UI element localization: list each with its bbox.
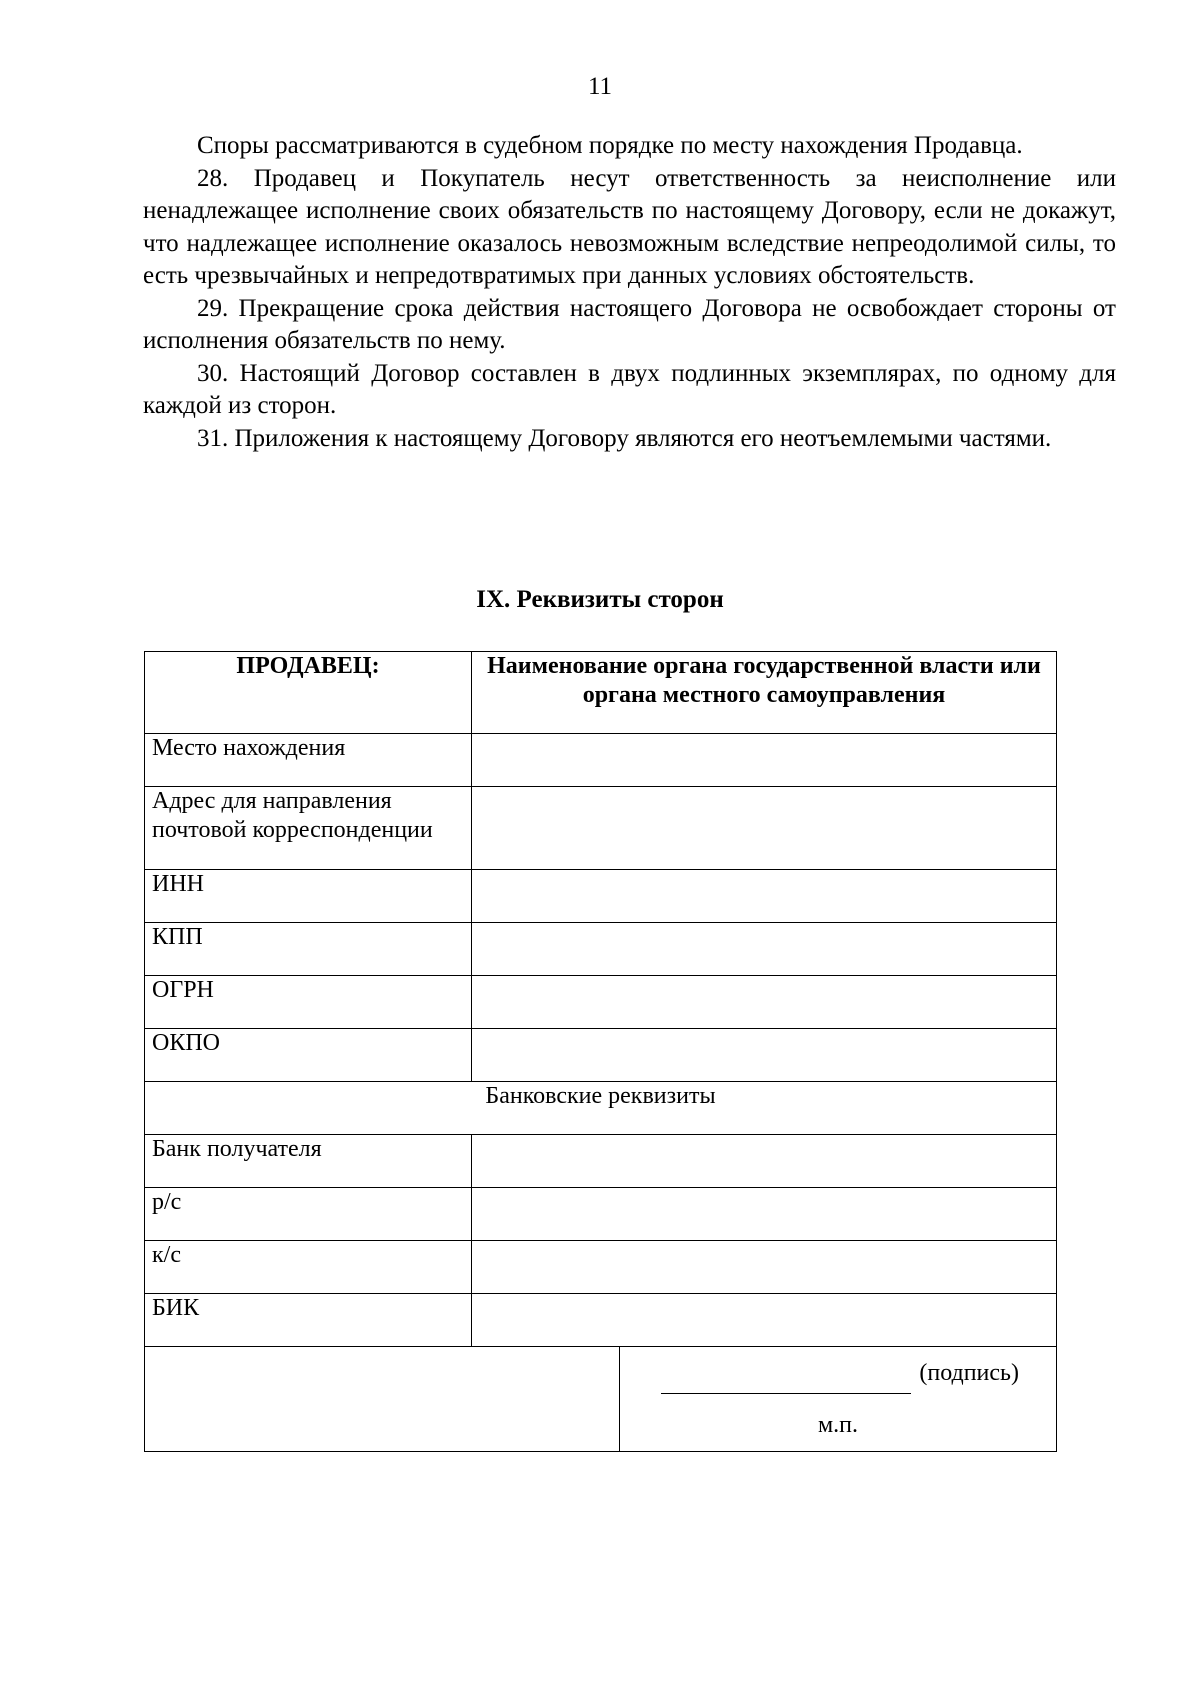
paragraph-29: 29. Прекращение срока действия настоящего Договора не освобождает стороны от исполнения обязательств по нему.: [143, 294, 1116, 354]
bank-details-heading: Банковские реквизиты: [145, 1082, 1057, 1135]
row-value: [472, 923, 1057, 976]
table-row: [145, 923, 1057, 976]
signature-line: [661, 1393, 911, 1394]
row-value: [472, 1188, 1057, 1241]
paragraph-31: 31. Приложения к настоящему Договору являются его неотъемлемыми частями.: [197, 424, 1052, 452]
table-row: [145, 1188, 1057, 1241]
section-title: IX. Реквизиты сторон: [476, 586, 724, 613]
row-value: [472, 1241, 1057, 1294]
paragraph-disputes: Споры рассматриваются в судебном порядке по месту нахождения Продавца.: [197, 132, 1023, 159]
contract-text: [143, 130, 1116, 455]
row-value: [472, 976, 1057, 1029]
row-value: [472, 1029, 1057, 1082]
row-label: ОГРН: [145, 976, 472, 1029]
row-value: [472, 870, 1057, 923]
row-label: р/с: [145, 1188, 472, 1241]
table-row: [145, 1241, 1057, 1294]
row-label: ИНН: [145, 870, 472, 923]
row-label: ОКПО: [145, 1029, 472, 1082]
table-row: [145, 1135, 1057, 1188]
table-row: [145, 1294, 1057, 1347]
row-label: КПП: [145, 923, 472, 976]
bank-details-heading-row: [145, 1082, 1057, 1135]
table-header-row: [145, 652, 1057, 734]
row-label: БИК: [145, 1294, 472, 1347]
table-row: [145, 1029, 1057, 1082]
row-label: Место нахождения: [145, 734, 472, 787]
signature-cell: [620, 1347, 1057, 1452]
row-label: к/с: [145, 1241, 472, 1294]
row-value: [472, 734, 1057, 787]
row-value: [472, 787, 1057, 870]
row-value: [472, 1135, 1057, 1188]
paragraph-28: 28. Продавец и Покупатель несут ответственность за неисполнение или ненадлежащее исполнение своих обязательств по настоящему Договору, если не докажут, что надлежащее исполнение оказалось невозможным вследствие непреодолимой силы, то есть чрезвычайных и непредотвратимых при данных условиях обстоятельств.: [143, 164, 1116, 289]
signature-blank-cell: [145, 1347, 620, 1452]
table-row: [145, 976, 1057, 1029]
paragraph-30: 30. Настоящий Договор составлен в двух подлинных экземплярах, по одному для каждой из сторон.: [143, 359, 1116, 419]
seller-header: ПРОДАВЕЦ:: [145, 652, 472, 734]
row-value: [472, 1294, 1057, 1347]
row-label: Банк получателя: [145, 1135, 472, 1188]
row-label: Адрес для направления почтовой корреспонденции: [145, 787, 472, 870]
signature-label: (подпись): [919, 1360, 1019, 1386]
stamp-place-label: м.п.: [817, 1412, 859, 1438]
table-row: [145, 870, 1057, 923]
requisites-table: [144, 651, 1057, 1452]
page-number: 11: [587, 73, 613, 100]
table-row: [145, 787, 1057, 870]
table-row: [145, 734, 1057, 787]
authority-name-header: Наименование органа государственной власти или органа местного самоуправления: [472, 652, 1057, 734]
signature-row: [145, 1347, 1057, 1452]
